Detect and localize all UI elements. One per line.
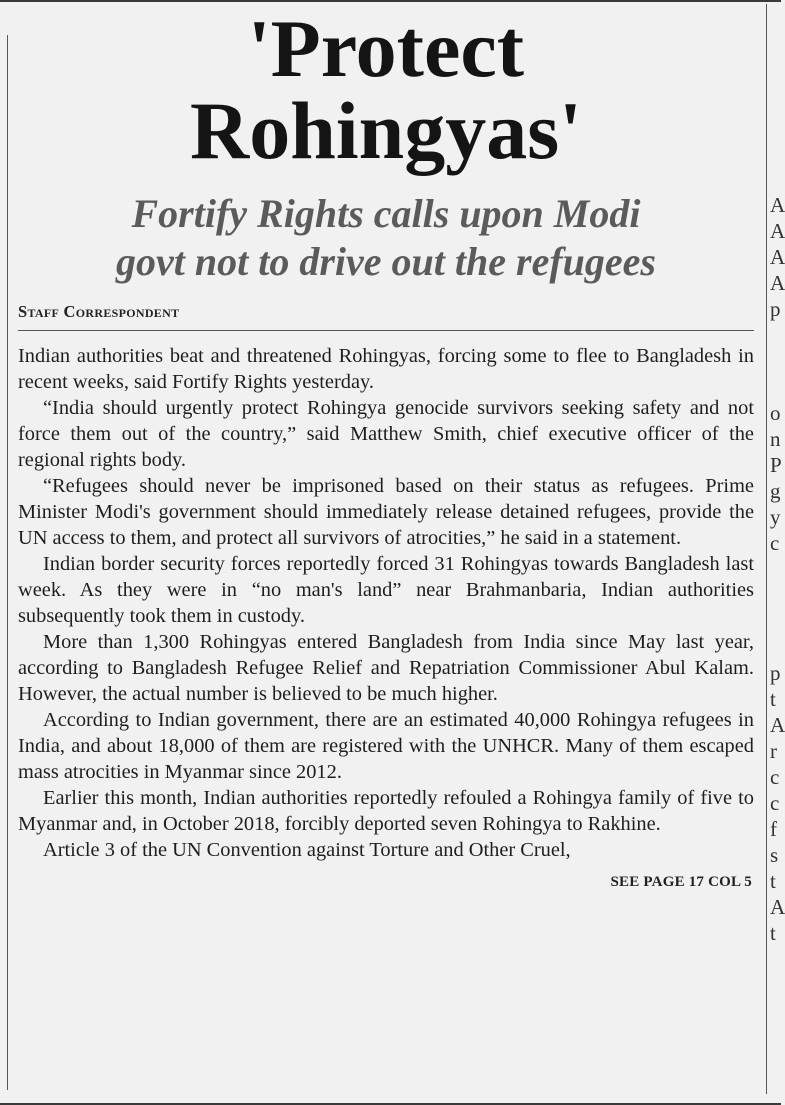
subheadline-line-2: govt not to drive out the refugees (116, 239, 656, 284)
paragraph: Earlier this month, Indian authorities reportedly refouled a Rohingya family of five to Myanmar and, in October 2018, forcibly deported seven Rohingya to Rakhine. (18, 787, 754, 835)
headline-line-2: Rohingyas' (190, 85, 582, 176)
paragraph: Indian border security forces reportedly forced 31 Rohingyas towards Bangladesh last week. As they were in “no man's land” near Brahmanbaria, Indian authorities subsequently took them in custody. (18, 553, 754, 627)
subheadline (18, 190, 754, 286)
adjacent-column-letter (770, 166, 781, 192)
adjacent-column-letter: A (770, 219, 785, 243)
adjacent-column-letter: f (770, 817, 777, 841)
adjacent-column-letter (770, 634, 781, 660)
adjacent-column-letter (770, 1050, 781, 1076)
adjacent-column-letter: t (770, 869, 776, 893)
adjacent-column-letter (770, 946, 781, 972)
article-body (18, 343, 754, 890)
paragraph: “Refugees should never be imprisoned based on their status as refugees. Prime Minister Modi's government should immediately release detained refugees, provide the UN access to them, and protect all survivors of atrocities,” he said in a statement. (18, 475, 754, 549)
adjacent-column-letter: A (770, 271, 785, 295)
headline-line-1: 'Protect (247, 3, 525, 94)
adjacent-column-clipped-text (770, 10, 785, 1095)
adjacent-column-letter: c (770, 765, 780, 789)
news-article (18, 3, 754, 890)
adjacent-column-letter (770, 114, 781, 140)
adjacent-column-letter (770, 140, 781, 166)
adjacent-column-letter: P (770, 453, 782, 477)
adjacent-column-letter (770, 322, 781, 348)
adjacent-column-letter: r (770, 739, 777, 763)
adjacent-column-letter: A (770, 193, 785, 217)
adjacent-column-letter (770, 972, 781, 998)
adjacent-column-letter (770, 348, 781, 374)
adjacent-column-letter: A (770, 713, 785, 737)
adjacent-column-letter: s (770, 843, 779, 867)
paragraph: Article 3 of the UN Convention against Torture and Other Cruel, (43, 839, 571, 861)
column-rule-right (766, 4, 767, 1094)
byline: Staff Correspondent (18, 302, 754, 331)
subheadline-line-1: Fortify Rights calls upon Modi (131, 191, 641, 236)
adjacent-column-letter (770, 36, 781, 62)
paragraph: According to Indian government, there are an estimated 40,000 Rohingya refugees in India, and about 18,000 of them are registered with the UNHCR. Many of them escaped mass atrocities in Myanmar since 2012. (18, 709, 754, 783)
adjacent-column-letter (770, 62, 781, 88)
adjacent-column-letter: c (770, 791, 780, 815)
adjacent-column-letter: o (770, 401, 781, 425)
paragraph: Indian authorities beat and threatened Rohingyas, forcing some to flee to Bangladesh in recent weeks, said Fortify Rights yesterday. (18, 345, 754, 393)
adjacent-column-letter: p (770, 661, 781, 685)
adjacent-column-letter (770, 998, 781, 1024)
adjacent-column-letter: t (770, 921, 776, 945)
paragraph: More than 1,300 Rohingyas entered Bangladesh from India since May last year, according to Bangladesh Refugee Relief and Repatriation Commissioner Abul Kalam. However, the actual number is believed to be much higher. (18, 631, 754, 705)
adjacent-column-letter (770, 374, 781, 400)
adjacent-column-letter (770, 88, 781, 114)
paragraph: “India should urgently protect Rohingya genocide survivors seeking safety and not force them out of the country,” said Matthew Smith, chief executive officer of the regional rights body. (18, 397, 754, 471)
adjacent-column-letter (770, 556, 781, 582)
adjacent-column-letter: n (770, 427, 781, 451)
adjacent-column-letter: y (770, 505, 781, 529)
adjacent-column-letter: A (770, 245, 785, 269)
headline (18, 3, 754, 176)
adjacent-column-letter (770, 10, 781, 36)
adjacent-column-letter: p (770, 297, 781, 321)
adjacent-column-letter (770, 608, 781, 634)
adjacent-column-letter: g (770, 479, 781, 503)
column-rule-left (7, 35, 8, 1090)
adjacent-column-letter (770, 1024, 781, 1050)
continuation-jump-line: SEE PAGE 17 COL 5 (610, 874, 752, 890)
adjacent-column-letter: t (770, 687, 776, 711)
adjacent-column-letter (770, 582, 781, 608)
adjacent-column-letter: c (770, 531, 780, 555)
adjacent-column-letter: A (770, 895, 785, 919)
